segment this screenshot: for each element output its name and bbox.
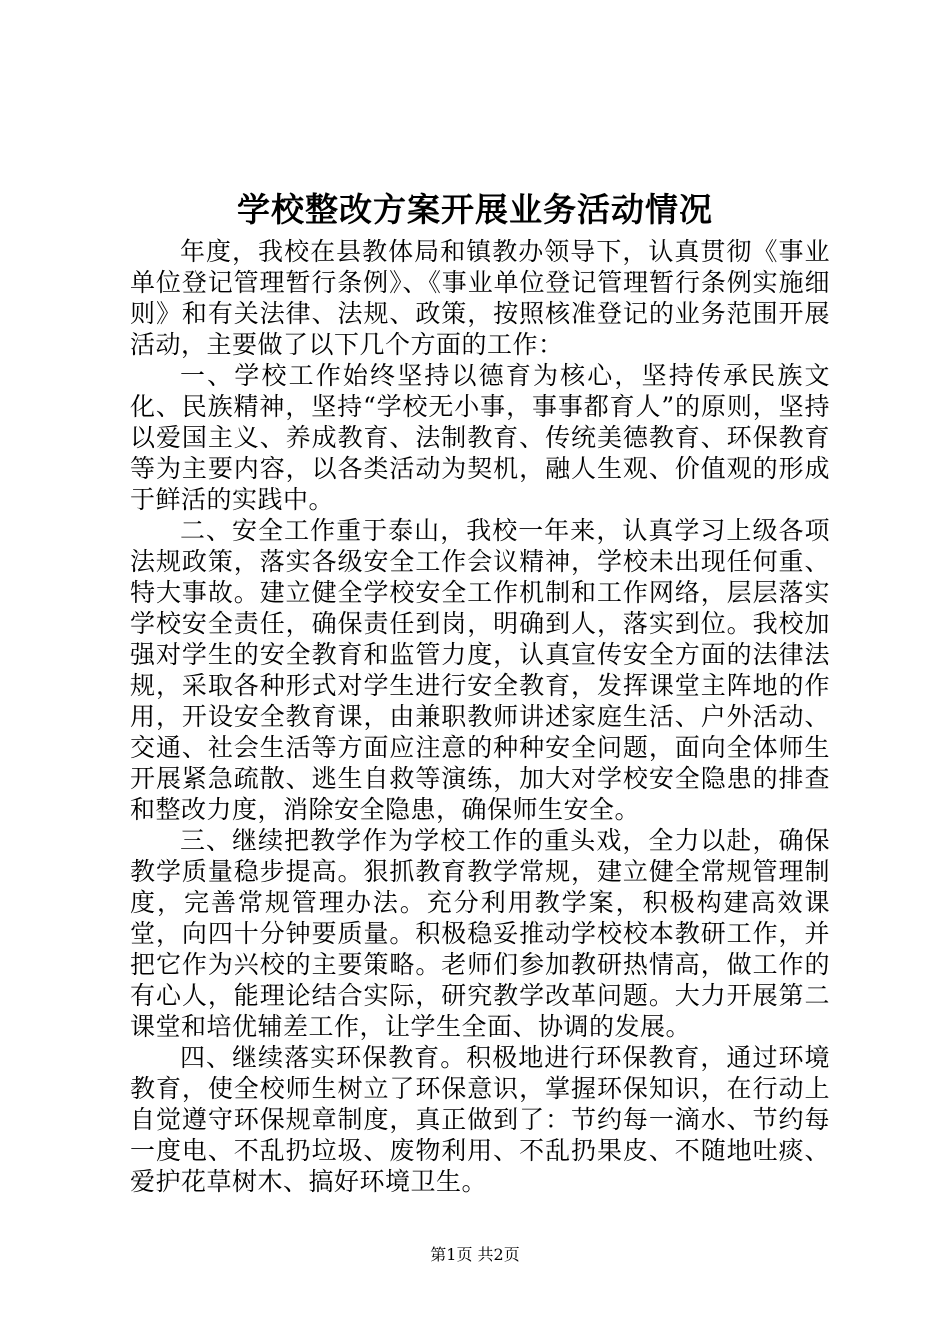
- paragraph-moral-education: 一、学校工作始终坚持以德育为核心，坚持传承民族文化、民族精神，坚持“学校无小事，事事都育人”的原则，坚持以爱国主义、养成教育、法制教育、传统美德教育、环保教育等为主要内容，以各类活动为契机，融人生观、价值观的形成于鲜活的实践中。: [130, 361, 830, 514]
- paragraph-intro: 年度，我校在县教体局和镇教办领导下，认真贯彻《事业单位登记管理暂行条例》、《事业单位登记管理暂行条例实施细则》和有关法律、法规、政策，按照核准登记的业务范围开展活动，主要做了以下几个方面的工作：: [130, 237, 830, 359]
- document-body: [130, 236, 830, 1197]
- paragraph-safety: 二、安全工作重于泰山，我校一年来，认真学习上级各项法规政策，落实各级安全工作会议精神，学校未出现任何重、特大事故。建立健全学校安全工作机制和工作网络，层层落实学校安全责任，确保责任到岗，明确到人，落实到位。我校加强对学生的安全教育和监管力度，认真宣传安全方面的法律法规，采取各种形式对学生进行安全教育，发挥课堂主阵地的作用，开设安全教育课，由兼职教师讲述家庭生活、户外活动、交通、社会生活等方面应注意的种种安全问题，面向全体师生开展紧急疏散、逃生自救等演练，加大对学校安全隐患的排查和整改力度，消除安全隐患，确保师生安全。: [130, 516, 830, 824]
- page-title: 学校整改方案开展业务活动情况: [237, 190, 713, 229]
- paragraph-environment: 四、继续落实环保教育。积极地进行环保教育，通过环境教育，使全校师生树立了环保意识，掌握环保知识，在行动上自觉遵守环保规章制度，真正做到了：节约每一滴水、节约每一度电、不乱扔垃圾、废物利用、不乱扔果皮、不随地吐痰、爱护花草树木、搞好环境卫生。: [130, 1043, 830, 1196]
- page-number-footer: 第1页 共2页: [430, 1245, 520, 1264]
- paragraph-teaching: 三、继续把教学作为学校工作的重头戏，全力以赴，确保教学质量稳步提高。狠抓教育教学常规，建立健全常规管理制度，完善常规管理办法。充分利用教学案，积极构建高效课堂，向四十分钟要质量。积极稳妥推动学校校本教研工作，并把它作为兴校的主要策略。老师们参加教研热情高，做工作的有心人，能理论结合实际，研究教学改革问题。大力开展第二课堂和培优辅差工作，让学生全面、协调的发展。: [130, 826, 830, 1041]
